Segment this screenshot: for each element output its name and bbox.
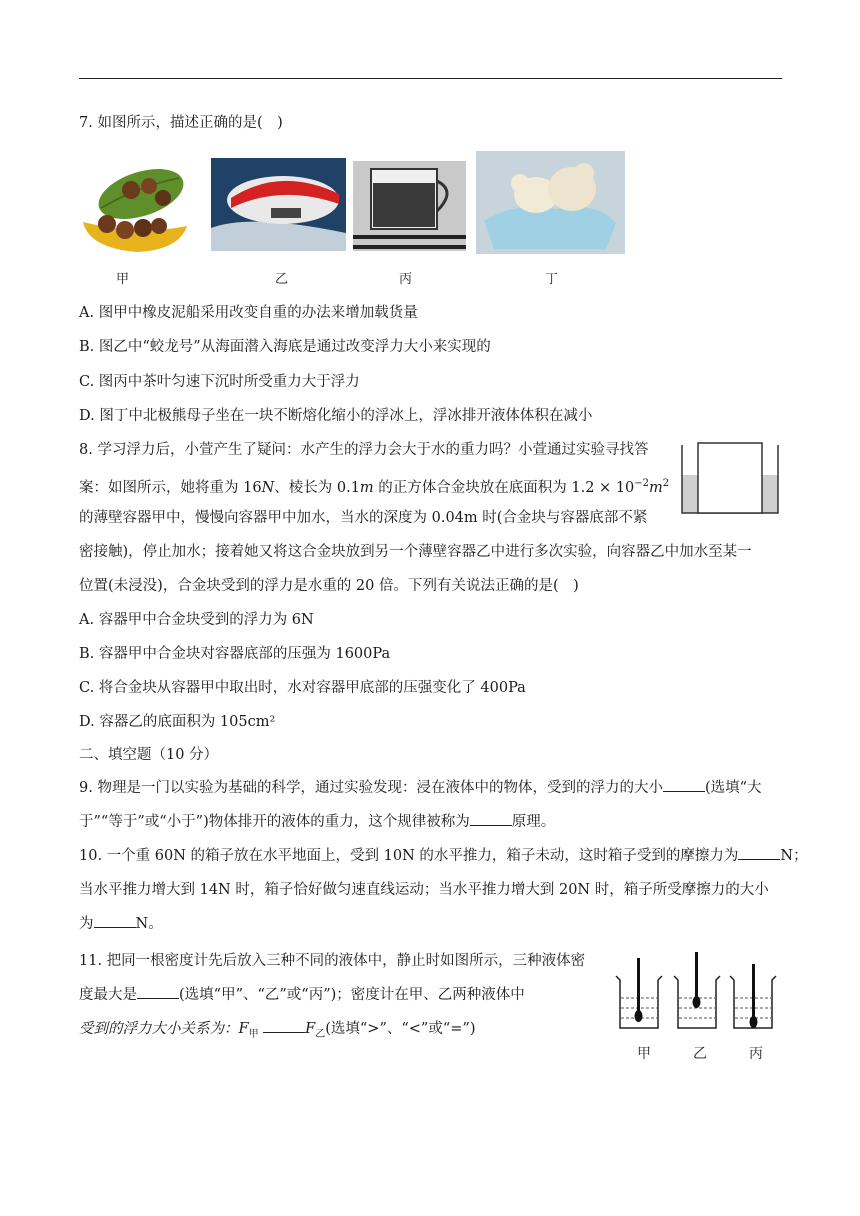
- figure-bing-tea: [353, 161, 466, 251]
- section-title-fill-blank: 二、填空题（10 分）: [79, 747, 219, 763]
- q8-option-a: A. 容器甲中合金块受到的浮力为 6N: [79, 612, 314, 628]
- caption-bing: 丙: [399, 272, 413, 287]
- hydrometer-caption-bing: 丙: [749, 1046, 763, 1062]
- figure-container-cube: [678, 439, 782, 517]
- q8-option-b: B. 容器甲中合金块对容器底部的压强为 1600Pa: [79, 646, 391, 662]
- hydrometer-caption-yi: 乙: [693, 1046, 707, 1062]
- q8-line-4: 密接触)，停止加水；接着她又将这合金块放到另一个薄壁容器乙中进行多次实验，向容器乙中加水至某一: [79, 544, 752, 560]
- hydrometer-caption-jia: 甲: [637, 1046, 651, 1062]
- q10-line-2: 当水平推力增大到 14N 时，箱子恰好做匀速直线运动；当水平推力增大到 20N 时，箱子所受摩擦力的大小: [79, 882, 769, 898]
- q7-option-a: A. 图甲中橡皮泥船采用改变自重的办法来增加载货量: [79, 305, 418, 321]
- q11-blank-2[interactable]: [263, 1018, 305, 1033]
- q7-stem: 7. 如图所示，描述正确的是( ): [79, 115, 283, 131]
- q8-option-c: C. 将合金块从容器甲中取出时，水对容器甲底部的压强变化了 400Pa: [79, 680, 526, 696]
- caption-yi: 乙: [275, 272, 289, 287]
- q8-line-1: 8. 学习浮力后，小萱产生了疑问：水产生的浮力会大于水的重力吗？小萱通过实验寻找答: [79, 442, 649, 458]
- q11-line-1: 11. 把同一根密度计先后放入三种不同的液体中，静止时如图所示，三种液体密: [79, 953, 586, 969]
- header-rule: [79, 78, 782, 79]
- figure-jia-clay-boat: [79, 158, 191, 254]
- q8-option-d: D. 容器乙的底面积为 105cm²: [79, 714, 276, 730]
- q9-blank-1[interactable]: [663, 777, 705, 792]
- q11-line-3: 受到的浮力大小关系为：$F_甲$ $F_乙$(选填“>”、“<”或“=”): [79, 1018, 475, 1046]
- q10-line-3: 为 N。: [79, 913, 163, 935]
- q8-line-3: 的薄壁容器甲中，慢慢向容器甲中加水，当水的深度为 0.04m 时(合金块与容器底部不紧: [79, 510, 648, 526]
- q9-line-1: 9. 物理是一门以实验为基础的科学，通过实验发现：浸在液体中的物体，受到的浮力的大小 (选填“大: [79, 777, 762, 799]
- q7-option-b: B. 图乙中“蛟龙号”从海面潜入海底是通过改变浮力大小来实现的: [79, 339, 491, 355]
- figure-hydrometers: [612, 950, 784, 1036]
- caption-ding: 丁: [545, 272, 559, 287]
- q10-blank-1[interactable]: [738, 845, 780, 860]
- q10-blank-2[interactable]: [94, 913, 136, 928]
- figure-ding-polar-bears: [476, 151, 625, 254]
- q11-line-2: 度最大是 (选填“甲”、“乙”或“丙”)；密度计在甲、乙两种液体中: [79, 984, 525, 1006]
- caption-jia: 甲: [116, 272, 130, 287]
- q8-line-2: 案：如图所示，她将重为 16N、棱长为 0.1m 的正方体合金块放在底面积为 $1.2 \times 10^{-2}m^2$: [79, 478, 670, 496]
- q9-blank-2[interactable]: [470, 811, 512, 826]
- q8-line-5: 位置(未浸没)，合金块受到的浮力是水重的 20 倍。下列有关说法正确的是( ): [79, 578, 579, 594]
- q11-blank-1[interactable]: [137, 984, 179, 999]
- q7-option-d: D. 图丁中北极熊母子坐在一块不断熔化缩小的浮冰上，浮冰排开液体体积在减小: [79, 408, 593, 424]
- q10-line-1: 10. 一个重 60N 的箱子放在水平地面上，受到 10N 的水平推力，箱子未动，这时箱子受到的摩擦力为 N；: [79, 845, 808, 867]
- q7-option-c: C. 图丙中茶叶匀速下沉时所受重力大于浮力: [79, 374, 360, 390]
- figure-yi-submersible: [211, 158, 346, 251]
- q9-line-2: 于”“等于”或“小于”)物体排开的液体的重力，这个规律被称为 原理。: [79, 811, 555, 833]
